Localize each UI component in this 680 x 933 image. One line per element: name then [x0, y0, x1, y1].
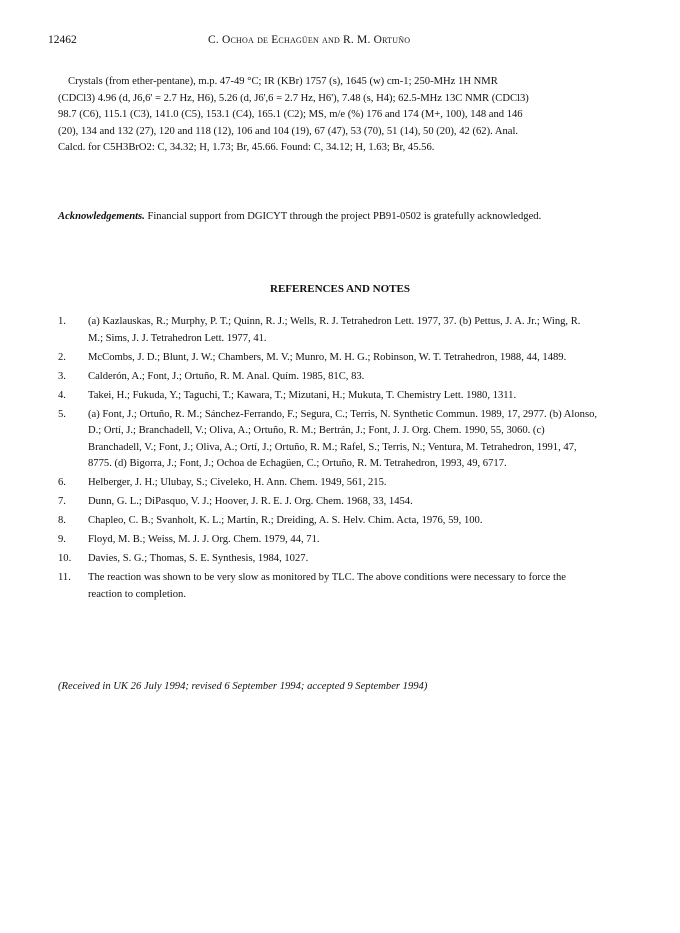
- reference-item: [58, 532, 598, 549]
- reference-item: [58, 350, 598, 367]
- reference-item: [58, 513, 598, 530]
- reference-text: McCombs, J. D.; Blunt, J. W.; Chambers, M. V.; Munro, M. H. G.; Robinson, W. T. Tetrahedron, 1988, 44, 1489.: [88, 351, 567, 363]
- references-list: [58, 314, 598, 606]
- received-dates: (Received in UK 26 July 1994; revised 6 September 1994; accepted 9 September 1994): [58, 681, 428, 692]
- reference-item: [58, 407, 598, 473]
- acknowledgements-label: Acknowledgements.: [58, 211, 145, 222]
- reference-number: 1.: [58, 316, 66, 327]
- reference-text: Chapleo, C. B.; Svanholt, K. L.; Martin, R.; Dreiding, A. S. Helv. Chim. Acta, 1976, 59, 100.: [88, 515, 483, 526]
- reference-text: Takei, H.; Fukuda, Y.; Taguchi, T.; Kawara, T.; Mizutani, H.; Mukuta, T. Chemistry Lett. 1980, 1311.: [88, 389, 517, 401]
- reference-text: (a) Font, J.; Ortuño, R. M.; Sánchez-Ferrando, F.; Segura, C.; Terris, N. Synthetic Commun. 1989, 17, 2977. (b) Alonso, D.; Ortí, J.; Branchadell, V.; Oliva, A.; Ortuño, R. M.; Bertrán, J.; Font, J. J. Org. Chem. 1990, 55, 3060. (c) Branchadell, V.; Font, J.; Oliva, A.; Ortí, J.; Ortuño, R. M.; Rafel, S.; Terris, N.; Ventura, M. Tetrahedron, 1991, 47, 8775. (d) Bigorra, J.; Font, J.; Ochoa de Echagüen, C.; Ortuño, R. M. Tetrahedron, 1993, 49, 6717.: [88, 408, 598, 469]
- data-line: Crystals (from ether-pentane), m.p. 47-49 °C; IR (KBr) 1757 (s), 1645 (w) cm-1; 250-MHz 1H NMR: [68, 76, 498, 87]
- reference-text: Calderón, A.; Font, J.; Ortuño, R. M. Anal. Quím. 1985, 81C, 83.: [88, 370, 365, 382]
- reference-number: 9.: [58, 534, 66, 545]
- reference-item: [58, 570, 598, 603]
- reference-text: The reaction was shown to be very slow as monitored by TLC. The above conditions were necessary to force the reaction to completion.: [88, 572, 566, 600]
- reference-number: 11.: [58, 572, 71, 583]
- references-heading: REFERENCES AND NOTES: [270, 283, 410, 295]
- reference-text: Dunn, G. L.; DiPasquo, V. J.; Hoover, J. R. E. J. Org. Chem. 1968, 33, 1454.: [88, 496, 413, 507]
- reference-number: 3.: [58, 370, 66, 382]
- reference-item: [58, 475, 598, 492]
- reference-number: 7.: [58, 496, 66, 507]
- characterization-data-paragraph: [58, 74, 594, 157]
- data-line: 98.7 (C6), 115.1 (C3), 141.0 (C5), 153.1 (C4), 165.1 (C2); MS, m/e (%) 176 and 174 (M+, 100), 148 and 146: [58, 109, 523, 120]
- acknowledgements-text: Financial support from DGICYT through the project PB91-0502 is gratefully acknowledged.: [147, 211, 542, 222]
- reference-number: 10.: [58, 553, 72, 564]
- reference-text: (a) Kazlauskas, R.; Murphy, P. T.; Quinn, R. J.; Wells, R. J. Tetrahedron Lett. 1977, 37. (b) Pettus, J. A. Jr.; Wing, R. M.; Sims, J. J. Tetrahedron Lett. 1977, 41.: [88, 316, 581, 344]
- reference-number: 6.: [58, 477, 66, 488]
- reference-item: [58, 388, 598, 405]
- reference-number: 8.: [58, 515, 66, 526]
- reference-item: [58, 314, 598, 347]
- reference-number: 2.: [58, 351, 66, 363]
- reference-text: Davies, S. G.; Thomas, S. E. Synthesis, 1984, 1027.: [88, 553, 309, 564]
- reference-number: 4.: [58, 389, 66, 401]
- reference-item: [58, 369, 598, 386]
- data-line: (20), 134 and 132 (27), 120 and 118 (12), 106 and 104 (19), 67 (47), 53 (70), 51 (14), 50 (20), 42 (62). Anal.: [58, 125, 519, 137]
- reference-item: [58, 551, 598, 568]
- reference-text: Helberger, J. H.; Ulubay, S.; Civeleko, H. Ann. Chem. 1949, 561, 215.: [88, 477, 387, 488]
- acknowledgements-paragraph: [58, 209, 594, 226]
- data-line: (CDCl3) 4.96 (d, J6,6' = 2.7 Hz, H6), 5.26 (d, J6',6 = 2.7 Hz, H6'), 7.48 (s, H4); 62.5-MHz 13C NMR (CDCl3): [58, 92, 529, 104]
- reference-item: [58, 494, 598, 511]
- reference-number: 5.: [58, 408, 66, 420]
- data-line: Calcd. for C5H3BrO2: C, 34.32; H, 1.73; Br, 45.66. Found: C, 34.12; H, 1.63; Br, 45.56.: [58, 142, 435, 153]
- running-title: C. Ochoa de Echagüen and R. M. Ortuño: [208, 34, 411, 46]
- page-number: 12462: [48, 34, 77, 46]
- reference-text: Floyd, M. B.; Weiss, M. J. J. Org. Chem. 1979, 44, 71.: [88, 534, 320, 545]
